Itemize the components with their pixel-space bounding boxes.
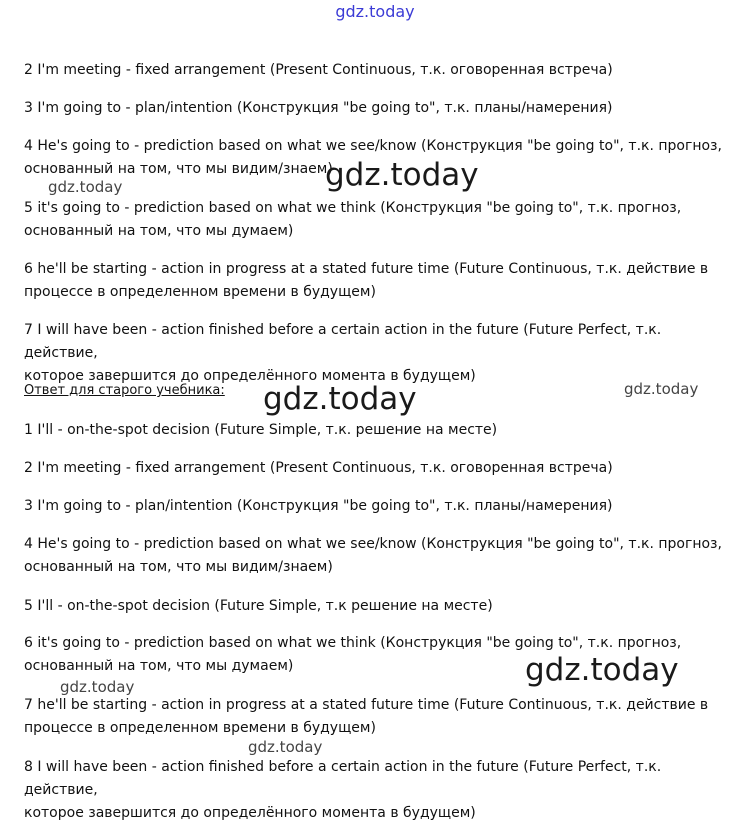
watermark: gdz.today (624, 380, 699, 398)
answer-line: 2 I'm meeting - fixed arrangement (Present Continuous, т.к. оговоренная встреча) (24, 62, 613, 78)
answer-line: 7 he'll be starting - action in progress at a stated future time (Future Continuous, т.к. действие в (24, 697, 709, 713)
answer-line: 3 I'm going to - plan/intention (Конструкция "be going to", т.к. планы/намерения) (24, 498, 613, 514)
answer-line: основанный на том, что мы видим/знаем) (24, 161, 333, 177)
watermark: gdz.today (325, 157, 479, 193)
watermark: gdz.today (60, 678, 135, 696)
answer-line: основанный на том, что мы думаем) (24, 658, 294, 674)
answer-old-2 (24, 457, 724, 480)
answer-line: 1 I'll - on-the-spot decision (Future Simple, т.к. решение на месте) (24, 422, 498, 438)
answer-old-1 (24, 419, 724, 442)
answer-line: основанный на том, что мы думаем) (24, 223, 294, 239)
watermark: gdz.today (48, 178, 123, 196)
answer-old-5 (24, 595, 724, 618)
watermark: gdz.today (525, 652, 679, 688)
answer-line: 6 he'll be starting - action in progress at a stated future time (Future Continuous, т.к. действие в (24, 261, 709, 277)
answer-line: 7 I will have been - action finished before a certain action in the future (Future Perfect, т.к. действие, (24, 322, 662, 361)
answer-old-3 (24, 495, 724, 518)
answer-old-4 (24, 533, 724, 579)
answer-new-2 (24, 59, 724, 82)
answer-line: основанный на том, что мы видим/знаем) (24, 559, 333, 575)
answer-new-7 (24, 319, 724, 388)
watermark: gdz.today (248, 738, 323, 756)
answer-new-3 (24, 97, 724, 120)
old-textbook-heading: Ответ для старого учебника: (24, 383, 225, 398)
answer-line: которое завершится до определённого момента в будущем) (24, 368, 476, 384)
answer-line: 8 I will have been - action finished before a certain action in the future (Future Perfect, т.к. действие, (24, 759, 662, 798)
answer-line: 5 I'll - on-the-spot decision (Future Simple, т.к решение на месте) (24, 598, 493, 614)
answer-new-5 (24, 197, 724, 243)
answer-new-6 (24, 258, 724, 304)
answer-line: которое завершится до определённого момента в будущем) (24, 805, 476, 821)
answer-line: 6 it's going to - prediction based on what we think (Конструкция "be going to", т.к. прогноз, (24, 635, 682, 651)
answer-line: 5 it's going to - prediction based on what we think (Конструкция "be going to", т.к. прогноз, (24, 200, 682, 216)
watermark: gdz.today (263, 381, 417, 417)
answer-line: 4 He's going to - prediction based on what we see/know (Конструкция "be going to", т.к. прогноз, (24, 138, 722, 154)
answer-old-7 (24, 694, 724, 740)
answer-line: 2 I'm meeting - fixed arrangement (Present Continuous, т.к. оговоренная встреча) (24, 460, 613, 476)
header-watermark: gdz.today (335, 2, 415, 21)
answer-line: процессе в определенном времени в будущем) (24, 284, 376, 300)
answer-line: 4 He's going to - prediction based on what we see/know (Конструкция "be going to", т.к. прогноз, (24, 536, 722, 552)
answer-line: 3 I'm going to - plan/intention (Конструкция "be going to", т.к. планы/намерения) (24, 100, 613, 116)
answer-line: процессе в определенном времени в будущем) (24, 720, 376, 736)
answer-old-8 (24, 756, 724, 825)
